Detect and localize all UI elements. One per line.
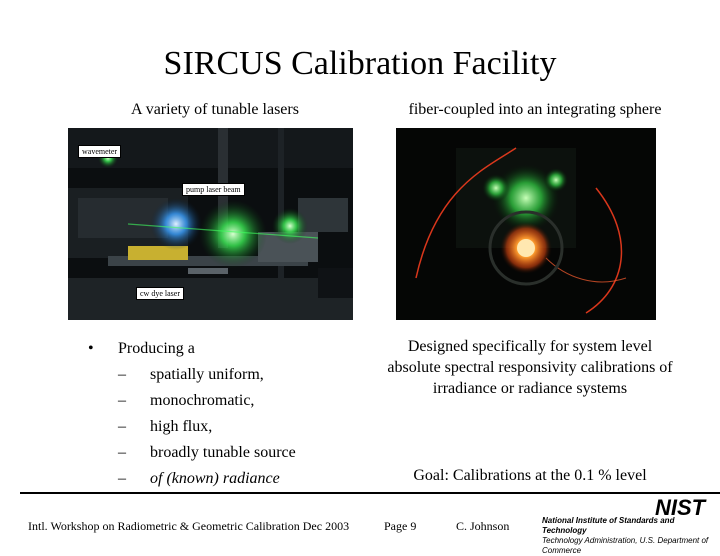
list-item [88, 414, 296, 440]
footer-author: C. Johnson [456, 519, 510, 533]
list-item [88, 466, 296, 492]
nist-admin: Technology Administration, U.S. Department of Commerce [542, 536, 709, 555]
bullet-item: broadly tunable source [150, 444, 296, 461]
goal-statement: Goal: Calibrations at the 0.1 % level [413, 467, 647, 484]
bullet-item: monochromatic, [150, 392, 255, 409]
list-item [88, 440, 296, 466]
wavemeter-callout: wavemeter [78, 145, 121, 158]
cw-dye-laser-callout: cw dye laser [136, 287, 184, 300]
nist-name: National Institute of Standards and Technology [542, 516, 675, 535]
dash-icon: – [118, 470, 126, 487]
right-photo-caption: fiber-coupled into an integrating sphere [408, 101, 662, 118]
list-item [88, 362, 296, 388]
bullet-lead-row [88, 336, 296, 362]
design-description: Designed specifically for system level absolute spectral responsivity calibrations of irradiance or radiance systems [387, 338, 673, 397]
bullet-item: spatially uniform, [150, 366, 264, 383]
bullet-lead: Producing a [118, 340, 195, 357]
list-item [88, 388, 296, 414]
bullet-icon: • [88, 340, 94, 357]
dash-icon: – [118, 418, 126, 435]
nist-logo-text: NIST [655, 496, 706, 518]
nist-identity [542, 516, 720, 556]
integrating-sphere-photo [396, 128, 656, 320]
left-photo-caption: A variety of tunable lasers [131, 101, 299, 118]
footer-workshop: Intl. Workshop on Radiometric & Geometric Calibration Dec 2003 [28, 519, 350, 533]
bullet-list [88, 336, 296, 492]
footer-divider [20, 492, 720, 494]
bullet-item-italic: of (known) radiance [150, 470, 280, 487]
dash-icon: – [118, 392, 126, 409]
footer-page-number: Page 9 [384, 519, 417, 533]
dash-icon: – [118, 444, 126, 461]
bullet-item: high flux, [150, 418, 213, 435]
slide-title: SIRCUS Calibration Facility [163, 45, 557, 82]
dash-icon: – [118, 366, 126, 383]
pump-laser-beam-callout: pump laser beam [182, 183, 245, 196]
